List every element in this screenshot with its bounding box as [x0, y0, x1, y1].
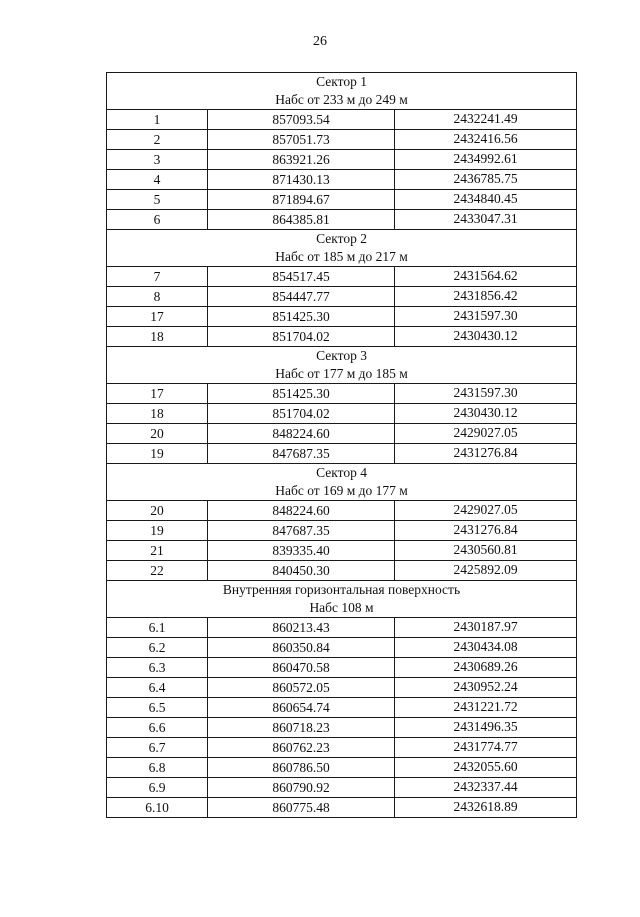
x-coordinate-cell: 871430.13: [208, 170, 395, 190]
y-coordinate-cell: 2431496.35: [395, 718, 577, 738]
point-number-cell: 6: [107, 210, 208, 230]
point-number-cell: 6.8: [107, 758, 208, 778]
x-coordinate-cell: 840450.30: [208, 561, 395, 581]
y-coordinate-cell: 2432416.56: [395, 130, 577, 150]
section-header-row: [107, 581, 577, 618]
table-row: [107, 738, 577, 758]
table-row: [107, 541, 577, 561]
x-coordinate-cell: 860786.50: [208, 758, 395, 778]
x-coordinate-cell: 851704.02: [208, 327, 395, 347]
table-row: [107, 778, 577, 798]
y-coordinate-cell: 2429027.05: [395, 501, 577, 521]
y-coordinate-cell: 2432241.49: [395, 110, 577, 130]
table-row: [107, 444, 577, 464]
x-coordinate-cell: 860775.48: [208, 798, 395, 818]
table-row: [107, 150, 577, 170]
x-coordinate-cell: 839335.40: [208, 541, 395, 561]
x-coordinate-cell: 860654.74: [208, 698, 395, 718]
x-coordinate-cell: 860762.23: [208, 738, 395, 758]
section-header: [107, 230, 577, 267]
section-header-row: [107, 347, 577, 384]
point-number-cell: 6.1: [107, 618, 208, 638]
y-coordinate-cell: 2431221.72: [395, 698, 577, 718]
x-coordinate-cell: 863921.26: [208, 150, 395, 170]
x-coordinate-cell: 860350.84: [208, 638, 395, 658]
y-coordinate-cell: 2432055.60: [395, 758, 577, 778]
point-number-cell: 21: [107, 541, 208, 561]
table-row: [107, 130, 577, 150]
section-title: Сектор 3: [316, 348, 367, 363]
x-coordinate-cell: 848224.60: [208, 424, 395, 444]
y-coordinate-cell: 2430952.24: [395, 678, 577, 698]
point-number-cell: 22: [107, 561, 208, 581]
y-coordinate-cell: 2431276.84: [395, 444, 577, 464]
table-row: [107, 618, 577, 638]
table-row: [107, 638, 577, 658]
x-coordinate-cell: 851425.30: [208, 307, 395, 327]
point-number-cell: 6.9: [107, 778, 208, 798]
y-coordinate-cell: 2430560.81: [395, 541, 577, 561]
point-number-cell: 4: [107, 170, 208, 190]
x-coordinate-cell: 847687.35: [208, 444, 395, 464]
x-coordinate-cell: 847687.35: [208, 521, 395, 541]
point-number-cell: 17: [107, 384, 208, 404]
y-coordinate-cell: 2431597.30: [395, 307, 577, 327]
section-header: [107, 347, 577, 384]
x-coordinate-cell: 854517.45: [208, 267, 395, 287]
point-number-cell: 18: [107, 404, 208, 424]
table-row: [107, 170, 577, 190]
y-coordinate-cell: 2430430.12: [395, 404, 577, 424]
section-header-row: [107, 464, 577, 501]
coordinates-table: [106, 72, 577, 818]
x-coordinate-cell: 857051.73: [208, 130, 395, 150]
table-row: [107, 798, 577, 818]
y-coordinate-cell: 2432337.44: [395, 778, 577, 798]
table-row: [107, 267, 577, 287]
point-number-cell: 2: [107, 130, 208, 150]
section-title: Внутренняя горизонтальная поверхность: [222, 582, 461, 597]
table-row: [107, 658, 577, 678]
page-number: 26: [313, 34, 327, 49]
point-number-cell: 17: [107, 307, 208, 327]
table-row: [107, 110, 577, 130]
y-coordinate-cell: 2434840.45: [395, 190, 577, 210]
y-coordinate-cell: 2425892.09: [395, 561, 577, 581]
point-number-cell: 19: [107, 444, 208, 464]
point-number-cell: 6.10: [107, 798, 208, 818]
y-coordinate-cell: 2429027.05: [395, 424, 577, 444]
point-number-cell: 6.3: [107, 658, 208, 678]
x-coordinate-cell: 860718.23: [208, 718, 395, 738]
section-title: Сектор 2: [316, 231, 367, 246]
table-row: [107, 190, 577, 210]
x-coordinate-cell: 860213.43: [208, 618, 395, 638]
table-row: [107, 210, 577, 230]
section-title: Сектор 4: [316, 465, 367, 480]
point-number-cell: 5: [107, 190, 208, 210]
coordinates-table-body: [107, 73, 577, 818]
section-subtitle: Набс 108 м: [309, 600, 374, 615]
y-coordinate-cell: 2434992.61: [395, 150, 577, 170]
point-number-cell: 6.5: [107, 698, 208, 718]
x-coordinate-cell: 860470.58: [208, 658, 395, 678]
table-row: [107, 384, 577, 404]
table-row: [107, 327, 577, 347]
section-title: Сектор 1: [316, 74, 367, 89]
table-row: [107, 698, 577, 718]
point-number-cell: 19: [107, 521, 208, 541]
table-row: [107, 424, 577, 444]
section-subtitle: Набс от 177 м до 185 м: [275, 366, 408, 381]
table-row: [107, 758, 577, 778]
point-number-cell: 7: [107, 267, 208, 287]
section-header-row: [107, 73, 577, 110]
section-subtitle: Набс от 233 м до 249 м: [275, 92, 408, 107]
section-header-row: [107, 230, 577, 267]
point-number-cell: 6.6: [107, 718, 208, 738]
point-number-cell: 20: [107, 501, 208, 521]
table-row: [107, 718, 577, 738]
point-number-cell: 6.7: [107, 738, 208, 758]
y-coordinate-cell: 2430434.08: [395, 638, 577, 658]
x-coordinate-cell: 857093.54: [208, 110, 395, 130]
y-coordinate-cell: 2430689.26: [395, 658, 577, 678]
table-row: [107, 501, 577, 521]
table-row: [107, 521, 577, 541]
point-number-cell: 18: [107, 327, 208, 347]
section-header: [107, 73, 577, 110]
y-coordinate-cell: 2431774.77: [395, 738, 577, 758]
y-coordinate-cell: 2431597.30: [395, 384, 577, 404]
section-header: [107, 581, 577, 618]
x-coordinate-cell: 851704.02: [208, 404, 395, 424]
section-subtitle: Набс от 169 м до 177 м: [275, 483, 408, 498]
section-subtitle: Набс от 185 м до 217 м: [275, 249, 408, 264]
y-coordinate-cell: 2433047.31: [395, 210, 577, 230]
point-number-cell: 1: [107, 110, 208, 130]
point-number-cell: 6.2: [107, 638, 208, 658]
y-coordinate-cell: 2430430.12: [395, 327, 577, 347]
y-coordinate-cell: 2436785.75: [395, 170, 577, 190]
y-coordinate-cell: 2431564.62: [395, 267, 577, 287]
x-coordinate-cell: 851425.30: [208, 384, 395, 404]
table-row: [107, 287, 577, 307]
y-coordinate-cell: 2431276.84: [395, 521, 577, 541]
section-header: [107, 464, 577, 501]
table-row: [107, 678, 577, 698]
y-coordinate-cell: 2432618.89: [395, 798, 577, 818]
table-row: [107, 307, 577, 327]
point-number-cell: 20: [107, 424, 208, 444]
point-number-cell: 3: [107, 150, 208, 170]
y-coordinate-cell: 2431856.42: [395, 287, 577, 307]
x-coordinate-cell: 871894.67: [208, 190, 395, 210]
table-row: [107, 561, 577, 581]
x-coordinate-cell: 848224.60: [208, 501, 395, 521]
x-coordinate-cell: 854447.77: [208, 287, 395, 307]
point-number-cell: 8: [107, 287, 208, 307]
point-number-cell: 6.4: [107, 678, 208, 698]
x-coordinate-cell: 860572.05: [208, 678, 395, 698]
table-row: [107, 404, 577, 424]
x-coordinate-cell: 860790.92: [208, 778, 395, 798]
x-coordinate-cell: 864385.81: [208, 210, 395, 230]
y-coordinate-cell: 2430187.97: [395, 618, 577, 638]
